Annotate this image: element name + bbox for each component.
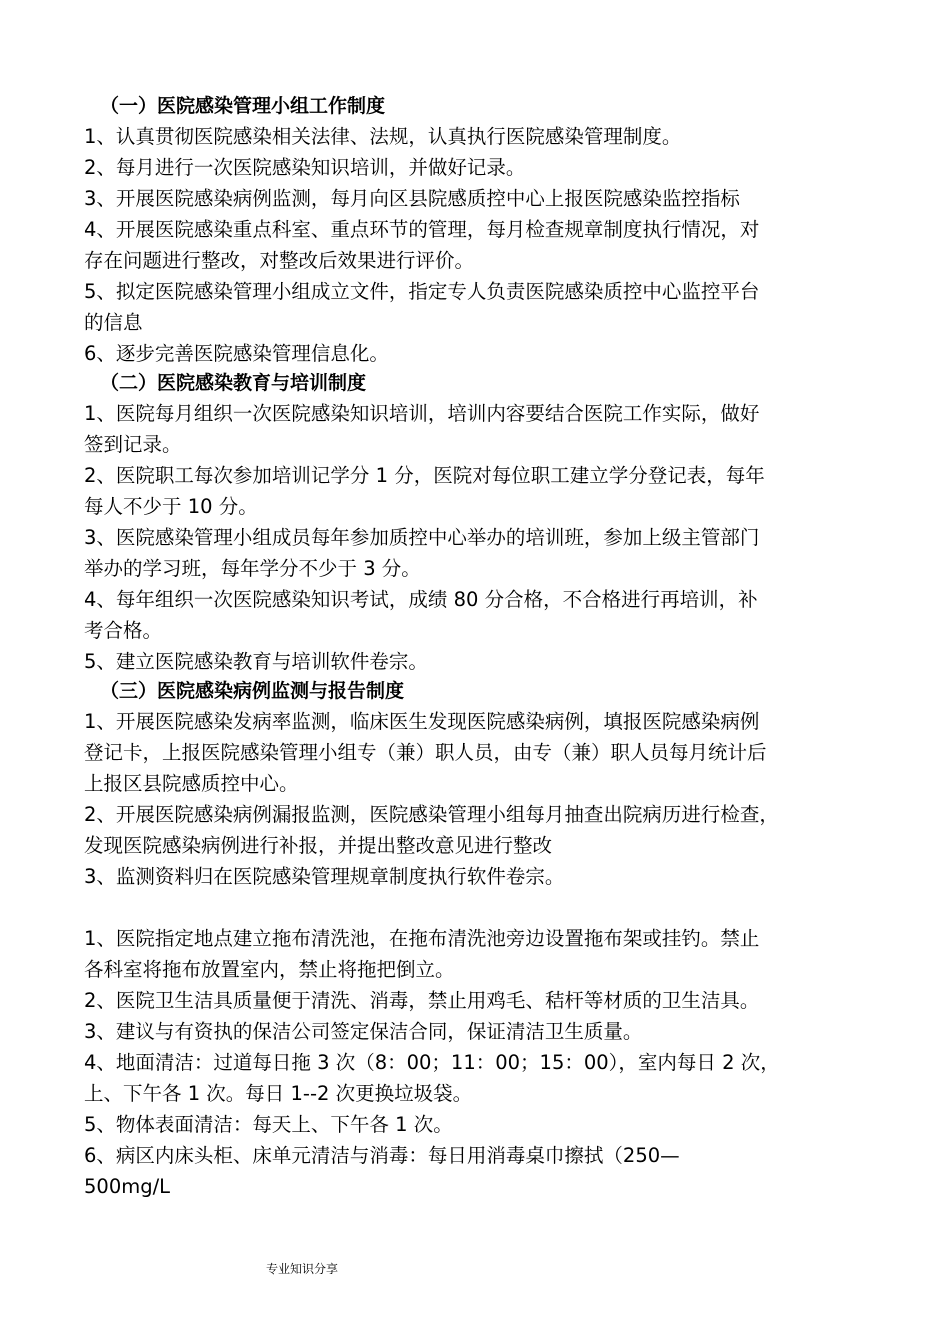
section-1-heading: （一）医院感染管理小组工作制度 bbox=[100, 95, 386, 117]
section-2-item-2: 2、医院职工每次参加培训记学分 1 分，医院对每位职工建立学分登记表，每年 每人不少于 10 分。 bbox=[84, 464, 765, 518]
section-2-item-3: 3、医院感染管理小组成员每年参加质控中心举办的培训班，参加上级主管部门 举办的学习班，每年学分不少于 3 分。 bbox=[84, 526, 760, 580]
section-4-item-2: 2、医院卫生洁具质量便于清洗、消毒，禁止用鸡毛、秸杆等材质的卫生洁具。 bbox=[84, 989, 760, 1012]
section-1-item-2: 2、每月进行一次医院感染知识培训，并做好记录。 bbox=[84, 156, 526, 179]
section-1-item-4: 4、开展医院感染重点科室、重点环节的管理，每月检查规章制度执行情况，对 存在问题进行整改，对整改后效果进行评价。 bbox=[84, 218, 760, 272]
section-4-item-6: 6、病区内床头柜、床单元清洁与消毒：每日用消毒桌巾擦拭（250— 500mg/L bbox=[84, 1144, 680, 1198]
section-1-item-6: 6、逐步完善医院感染管理信息化。 bbox=[84, 342, 389, 365]
document-body bbox=[84, 92, 874, 1202]
section-1-item-1: 1、认真贯彻医院感染相关法律、法规，认真执行医院感染管理制度。 bbox=[84, 125, 682, 148]
section-4-item-1: 1、医院指定地点建立拖布清洗池，在拖布清洗池旁边设置拖布架或挂钓。禁止 各科室将拖布放置室内，禁止将拖把倒立。 bbox=[84, 927, 760, 981]
section-3-item-2: 2、开展医院感染病例漏报监测，医院感染管理小组每月抽查出院病历进行检查， 发现医院感染病例进行补报，并提出整改意见进行整改 bbox=[84, 803, 779, 857]
section-2-item-5: 5、建立医院感染教育与培训软件卷宗。 bbox=[84, 650, 428, 673]
section-2-heading: （二）医院感染教育与培训制度 bbox=[100, 372, 367, 394]
section-4-item-3: 3、建议与有资执的保洁公司签定保洁合同，保证清洁卫生质量。 bbox=[84, 1020, 643, 1043]
section-2-item-1: 1、医院每月组织一次医院感染知识培训，培训内容要结合医院工作实际，做好 签到记录。 bbox=[84, 402, 760, 456]
section-4-item-5: 5、物体表面清洁：每天上、下午各 1 次。 bbox=[84, 1113, 453, 1136]
section-4-item-4: 4、地面清洁：过道每日拖 3 次（8：00；11：00；15：00），室内每日 2 次， 上、下午各 1 次。每日 1--2 次更换垃圾袋。 bbox=[84, 1051, 780, 1105]
section-3-item-1: 1、开展医院感染发病率监测，临床医生发现医院感染病例，填报医院感染病例 登记卡，上报医院感染管理小组专（兼）职人员，由专（兼）职人员每月统计后 上报区县院感质控中心。 bbox=[84, 710, 767, 795]
section-1-item-5: 5、拟定医院感染管理小组成立文件，指定专人负责医院感染质控中心监控平台 的信息 bbox=[84, 280, 760, 334]
section-2-item-4: 4、每年组织一次医院感染知识考试，成绩 80 分合格，不合格进行再培训，补 考合格。 bbox=[84, 588, 758, 642]
page-footer: 专业知识分享 bbox=[266, 1262, 339, 1276]
section-3-heading: （三）医院感染病例监测与报告制度 bbox=[100, 680, 405, 702]
section-1-item-3: 3、开展医院感染病例监测，每月向区县院感质控中心上报医院感染监控指标 bbox=[84, 187, 740, 210]
section-3-item-3: 3、监测资料归在医院感染管理规章制度执行软件卷宗。 bbox=[84, 865, 565, 888]
section-gap bbox=[84, 892, 874, 923]
